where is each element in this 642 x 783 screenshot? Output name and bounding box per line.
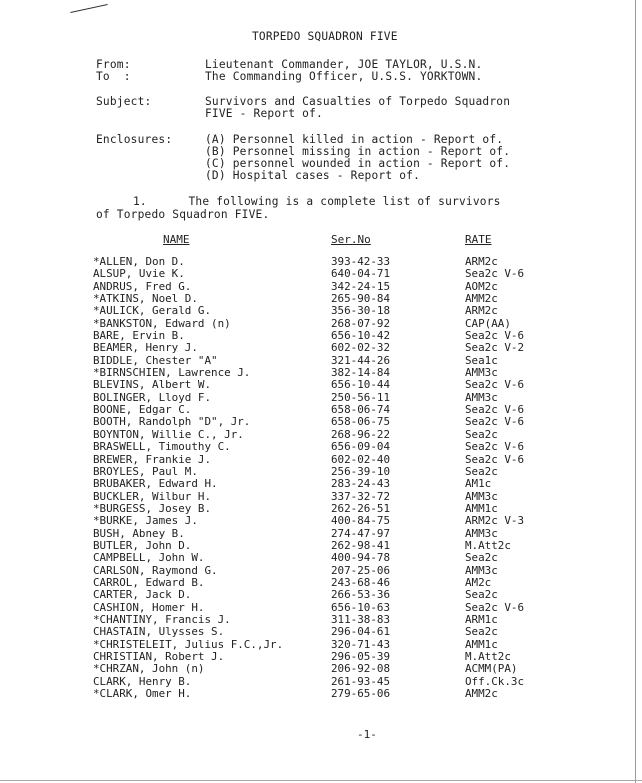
row-rate: ARM2c — [465, 255, 498, 268]
row-serial-number: 656-10-44 — [331, 378, 391, 392]
row-rate: ACMM(PA) — [465, 662, 518, 676]
row-name: CHRISTIAN, Robert J. — [93, 650, 225, 663]
row-rate: AMM3c — [465, 526, 498, 540]
row-serial-number: 658-06-74 — [331, 403, 391, 417]
row-name: *CLARK, Omer H. — [93, 687, 192, 701]
row-serial-number: 320-71-43 — [331, 637, 391, 651]
row-serial-number: 243-68-46 — [331, 575, 391, 589]
enclosures-label: Enclosures: — [96, 133, 173, 146]
row-serial-number: 268-96-22 — [331, 427, 391, 441]
row-rate: Sea2c — [465, 464, 498, 478]
table-row — [0, 626, 642, 638]
subject-line-1: Survivors and Casualties of Torpedo Squadron — [205, 95, 511, 108]
row-rate: Sea2c V-6 — [465, 267, 525, 281]
row-name: BREWER, Frankie J. — [93, 452, 212, 466]
row-name: ALSUP, Uvie K. — [93, 267, 185, 281]
table-row — [0, 454, 642, 466]
pen-mark — [70, 4, 107, 13]
row-serial-number: 283-24-43 — [331, 477, 391, 491]
row-rate: ARM2c — [465, 304, 498, 318]
row-serial-number: 640-04-71 — [331, 267, 391, 281]
row-rate: AOM2c — [465, 279, 498, 293]
row-rate: Sea2c V-2 — [465, 341, 525, 355]
row-serial-number: 602-02-40 — [331, 452, 391, 466]
row-serial-number: 207-25-06 — [331, 563, 391, 577]
page-edge-bottom — [0, 780, 642, 781]
row-name: BUCKLER, Wilbur H. — [93, 489, 212, 503]
row-rate: Sea2c — [465, 588, 498, 602]
row-serial-number: 311-38-83 — [331, 612, 391, 626]
table-row — [0, 379, 642, 391]
row-name: *CHANTINY, Francis J. — [93, 612, 231, 626]
row-serial-number: 265-90-84 — [331, 292, 391, 306]
row-name: CLARK, Henry B. — [93, 674, 192, 688]
row-rate: ARM2c V-3 — [465, 514, 525, 528]
row-name: BARE, Ervin B. — [93, 329, 185, 343]
paragraph-line-1: 1. The following is a complete list of survivors — [133, 195, 501, 208]
row-serial-number: 262-26-51 — [331, 501, 391, 515]
table-row — [0, 416, 642, 428]
row-serial-number: 262-98-41 — [331, 538, 391, 552]
row-rate: AMM2c — [465, 687, 498, 701]
enclosure-d: (D) Hospital cases - Report of. — [205, 169, 420, 182]
row-serial-number: 656-09-04 — [331, 440, 391, 454]
row-name: CAMPBELL, John W. — [93, 551, 205, 565]
row-name: BOLINGER, Lloyd F. — [93, 390, 212, 404]
row-rate: M.Att2c — [465, 538, 511, 552]
row-serial-number: 250-56-11 — [331, 390, 391, 404]
row-rate: AM1c — [465, 477, 492, 491]
row-name: CASHION, Homer H. — [93, 600, 205, 614]
row-serial-number: 256-39-10 — [331, 464, 391, 478]
row-name: ANDRUS, Fred G. — [93, 279, 192, 293]
row-rate: Sea2c V-6 — [465, 600, 525, 614]
row-serial-number: 658-06-75 — [331, 415, 391, 429]
row-rate: Sea2c V-6 — [465, 440, 525, 454]
row-name: BLEVINS, Albert W. — [93, 378, 212, 392]
row-name: *ATKINS, Noel D. — [93, 292, 198, 306]
table-row — [0, 478, 642, 490]
row-serial-number: 342-24-15 — [331, 279, 391, 293]
row-name: BOONE, Edgar C. — [93, 403, 192, 417]
row-name: CARTER, Jack D. — [93, 588, 192, 602]
row-name: BIDDLE, Chester "A" — [93, 353, 218, 367]
row-rate: AMM3c — [465, 489, 498, 503]
column-header-name: NAME — [163, 233, 190, 246]
row-rate: Sea2c — [465, 551, 498, 565]
to-value: The Commanding Officer, U.S.S. YORKTOWN. — [205, 70, 483, 83]
row-name: *CHRISTELEIT, Julius F.C.,Jr. — [93, 637, 284, 651]
table-row — [0, 268, 642, 280]
row-name: CARLSON, Raymond G. — [93, 563, 218, 577]
page-number: -1- — [357, 728, 377, 741]
row-name: *CHRZAN, John (n) — [93, 662, 205, 676]
paragraph-line-2: of Torpedo Squadron FIVE. — [96, 208, 270, 221]
row-name: BOOTH, Randolph "D", Jr. — [93, 415, 251, 429]
table-row — [0, 305, 642, 317]
enclosure-c: (C) personnel wounded in action - Report of. — [205, 157, 511, 170]
row-rate: AMM1c — [465, 637, 498, 651]
subject-label: Subject: — [96, 95, 152, 108]
row-rate: AMM2c — [465, 292, 498, 306]
row-name: *BIRNSCHIEN, Lawrence J. — [93, 366, 251, 380]
row-rate: AMM1c — [465, 501, 498, 515]
table-row — [0, 552, 642, 564]
row-name: *BANKSTON, Edward (n) — [93, 316, 231, 330]
row-serial-number: 356-30-18 — [331, 304, 391, 318]
table-row — [0, 688, 642, 700]
row-rate: AMM3c — [465, 390, 498, 404]
row-serial-number: 321-44-26 — [331, 353, 391, 367]
row-rate: AMM3c — [465, 563, 498, 577]
row-serial-number: 400-94-78 — [331, 551, 391, 565]
row-serial-number: 602-02-32 — [331, 341, 391, 355]
enclosure-b: (B) Personnel missing in action - Report of. — [205, 145, 511, 158]
row-serial-number: 279-65-06 — [331, 687, 391, 701]
row-rate: Sea2c — [465, 625, 498, 639]
row-rate: CAP(AA) — [465, 316, 511, 330]
row-name: BOYNTON, Willie C., Jr. — [93, 427, 244, 441]
row-serial-number: 268-07-92 — [331, 316, 391, 330]
row-name: *ALLEN, Don D. — [93, 255, 185, 268]
row-rate: Off.Ck.3c — [465, 674, 525, 688]
row-name: CHASTAIN, Ulysses S. — [93, 625, 225, 639]
row-rate: AMM3c — [465, 366, 498, 380]
row-serial-number: 400-84-75 — [331, 514, 391, 528]
row-rate: Sea2c V-6 — [465, 415, 525, 429]
row-name: BEAMER, Henry J. — [93, 341, 198, 355]
row-serial-number: 337-32-72 — [331, 489, 391, 503]
row-serial-number: 393-42-33 — [331, 255, 391, 268]
from-value: Lieutenant Commander, JOE TAYLOR, U.S.N. — [205, 58, 483, 71]
row-rate: ARM1c — [465, 612, 498, 626]
table-row — [0, 589, 642, 601]
table-row — [0, 342, 642, 354]
row-name: BUSH, Abney B. — [93, 526, 185, 540]
row-name: CARROL, Edward B. — [93, 575, 205, 589]
row-rate: Sea2c — [465, 427, 498, 441]
table-row — [0, 663, 642, 675]
row-name: BRASWELL, Timouthy C. — [93, 440, 231, 454]
row-rate: AM2c — [465, 575, 492, 589]
to-label: To : — [96, 70, 131, 83]
row-rate: Sea2c V-6 — [465, 378, 525, 392]
survivor-list — [0, 256, 642, 700]
row-rate: M.Att2c — [465, 650, 511, 663]
table-row — [0, 515, 642, 527]
row-serial-number: 382-14-84 — [331, 366, 391, 380]
row-name: BROYLES, Paul M. — [93, 464, 198, 478]
row-serial-number: 296-04-61 — [331, 625, 391, 639]
row-serial-number: 261-93-45 — [331, 674, 391, 688]
row-serial-number: 206-92-08 — [331, 662, 391, 676]
row-rate: Sea2c V-6 — [465, 329, 525, 343]
row-name: *AULICK, Gerald G. — [93, 304, 212, 318]
row-rate: Sea1c — [465, 353, 498, 367]
row-serial-number: 296-05-39 — [331, 650, 391, 663]
table-row — [0, 441, 642, 453]
row-name: BRUBAKER, Edward H. — [93, 477, 218, 491]
enclosure-a: (A) Personnel killed in action - Report of. — [205, 133, 504, 146]
row-name: *BURKE, James J. — [93, 514, 198, 528]
row-name: BUTLER, John D. — [93, 538, 192, 552]
subject-line-2: FIVE - Report of. — [205, 107, 323, 120]
column-header-rate: RATE — [465, 233, 492, 246]
row-rate: Sea2c V-6 — [465, 452, 525, 466]
row-serial-number: 656-10-42 — [331, 329, 391, 343]
document-title: TORPEDO SQUADRON FIVE — [252, 30, 398, 43]
row-serial-number: 656-10-63 — [331, 600, 391, 614]
row-rate: Sea2c V-6 — [465, 403, 525, 417]
row-serial-number: 274-47-97 — [331, 526, 391, 540]
row-serial-number: 266-53-36 — [331, 588, 391, 602]
column-header-serial: Ser.No — [331, 233, 371, 246]
from-label: From: — [96, 58, 131, 71]
row-name: *BURGESS, Josey B. — [93, 501, 212, 515]
